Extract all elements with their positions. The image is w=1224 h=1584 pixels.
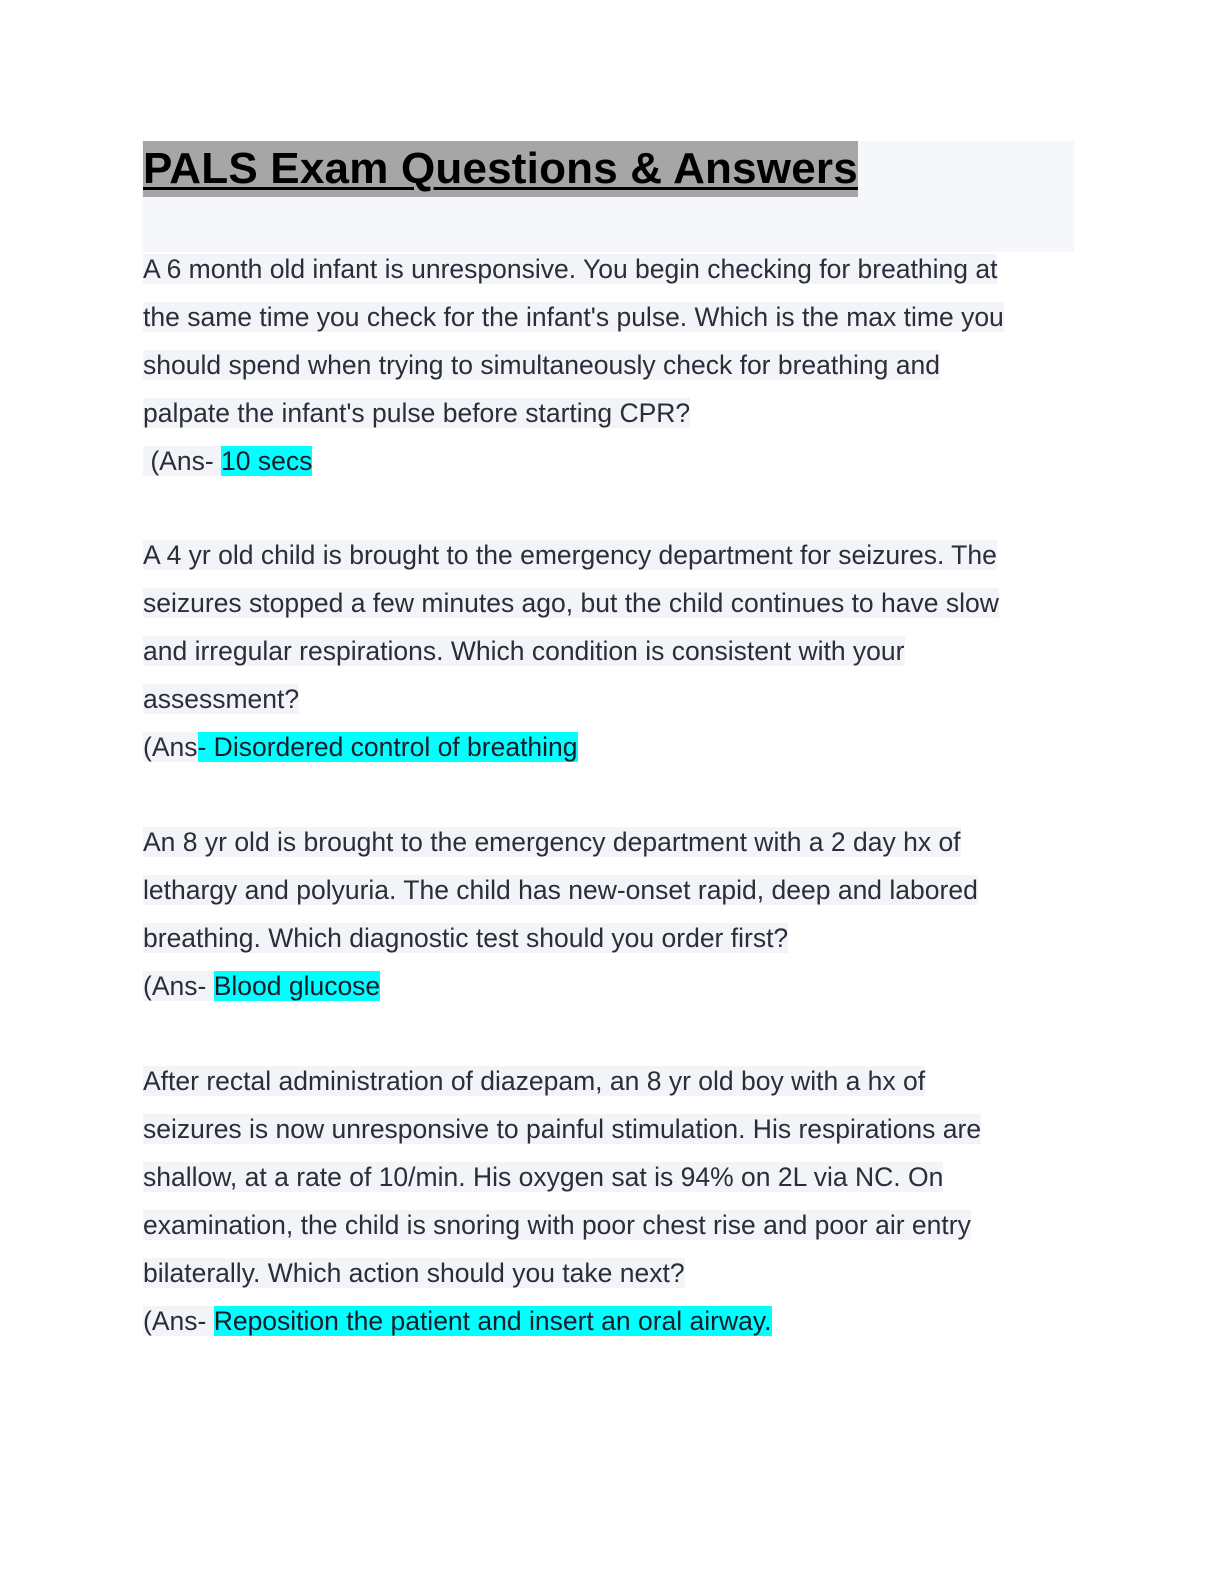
answer-prefix: (Ans- [143, 446, 222, 476]
qa-item-4 [143, 1057, 1103, 1345]
answer-highlight: 10 secs [221, 446, 313, 476]
answer-highlight: - Disordered control of breathing [197, 732, 578, 762]
document-title: PALS Exam Questions & Answers [143, 141, 858, 197]
answer-line [143, 962, 1103, 1010]
answer-prefix: (Ans- [143, 1306, 214, 1336]
question-line: assessment? [143, 684, 300, 714]
qa-item-3 [143, 818, 1103, 1010]
question-line: lethargy and polyuria. The child has new-onset rapid, deep and labored [143, 875, 978, 905]
question-line: A 4 yr old child is brought to the emergency department for seizures. The [143, 540, 997, 570]
question-line: the same time you check for the infant's pulse. Which is the max time you [143, 302, 1004, 332]
answer-line [143, 1297, 1103, 1345]
qa-item-2 [143, 531, 1103, 771]
question-line: should spend when trying to simultaneously check for breathing and [143, 350, 940, 380]
answer-highlight: Reposition the patient and insert an oral airway. [213, 1306, 772, 1336]
answer-line [143, 723, 1103, 771]
question-line: breathing. Which diagnostic test should you order first? [143, 923, 789, 953]
question-line: seizures is now unresponsive to painful stimulation. His respirations are [143, 1114, 982, 1144]
question-line: A 6 month old infant is unresponsive. You begin checking for breathing at [143, 254, 998, 284]
answer-line [143, 437, 1103, 485]
answer-prefix: (Ans- [143, 971, 214, 1001]
question-line: palpate the infant's pulse before starting CPR? [143, 398, 691, 428]
question-line: An 8 yr old is brought to the emergency department with a 2 day hx of [143, 827, 961, 857]
question-line: After rectal administration of diazepam, an 8 yr old boy with a hx of [143, 1066, 926, 1096]
question-line: and irregular respirations. Which condition is consistent with your [143, 636, 905, 666]
question-line: shallow, at a rate of 10/min. His oxygen sat is 94% on 2L via NC. On [143, 1162, 944, 1192]
answer-highlight: Blood glucose [213, 971, 381, 1001]
question-line: examination, the child is snoring with poor chest rise and poor air entry [143, 1210, 971, 1240]
question-line: seizures stopped a few minutes ago, but the child continues to have slow [143, 588, 999, 618]
qa-item-1 [143, 245, 1103, 485]
question-line: bilaterally. Which action should you take next? [143, 1258, 685, 1288]
answer-prefix: (Ans [143, 732, 198, 762]
